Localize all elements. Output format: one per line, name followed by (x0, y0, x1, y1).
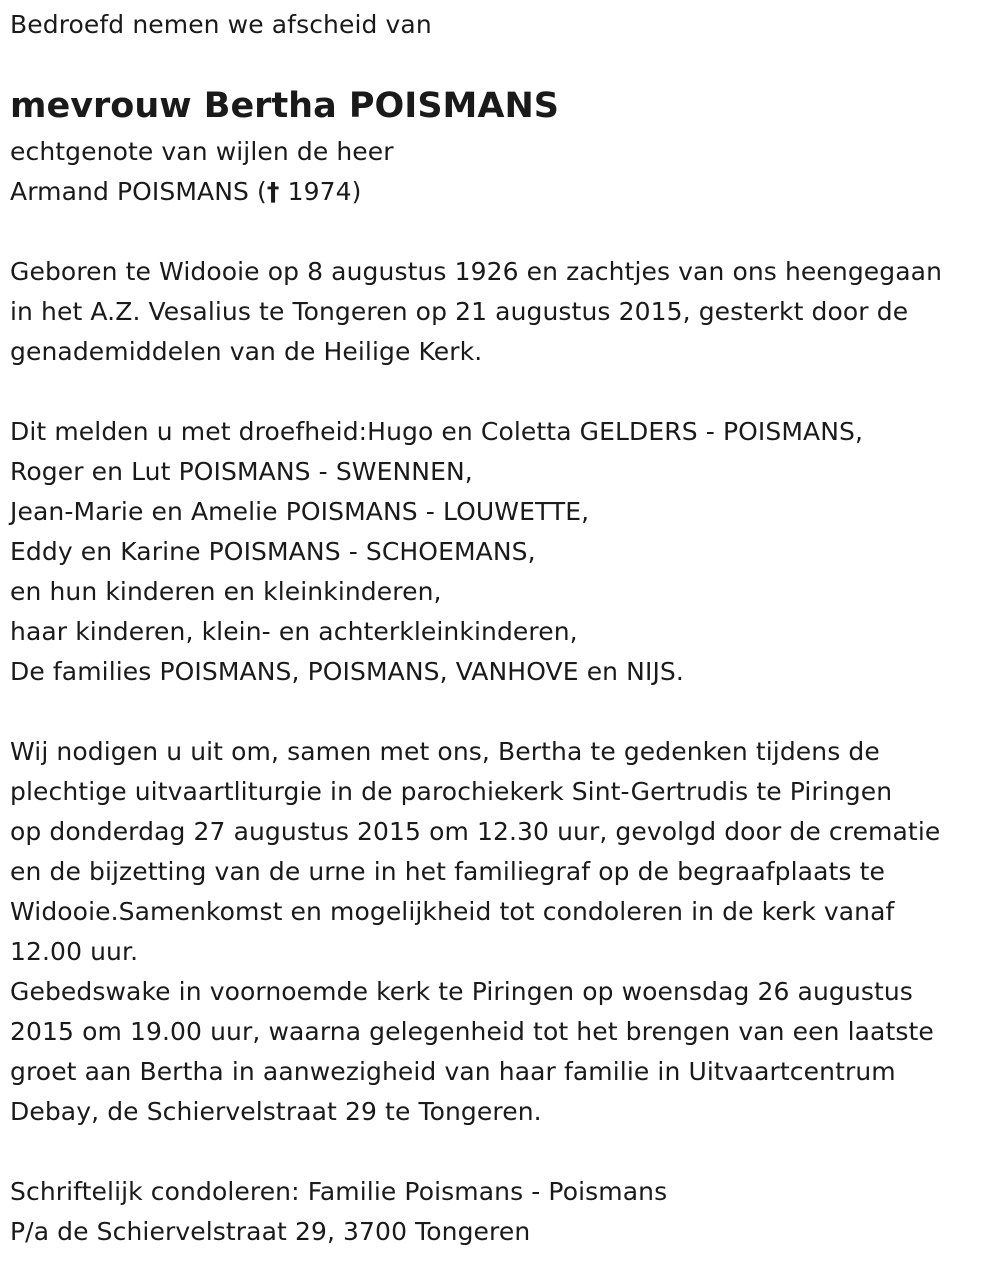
paragraph-line: genademiddelen van de Heilige Kerk. (10, 337, 483, 366)
spacer (10, 372, 992, 412)
family-line: haar kinderen, klein- en achterkleinkinderen, (10, 617, 578, 646)
intro-text: Bedroefd nemen we afscheid van (10, 10, 432, 39)
family-line: Roger en Lut POISMANS - SWENNEN, (10, 457, 473, 486)
spacer (10, 212, 992, 252)
paragraph-line: Wij nodigen u uit om, samen met ons, Bertha te gedenken tijdens de (10, 737, 880, 766)
paragraph-line: en de bijzetting van de urne in het familiegraf op de begraafplaats te (10, 857, 885, 886)
obituary-notice (10, 4, 992, 1252)
deceased-name: mevrouw Bertha POISMANS (10, 86, 559, 126)
cross-icon: † (266, 177, 280, 206)
family-list (10, 412, 992, 692)
family-line: Dit melden u met droefheid:Hugo en Coletta GELDERS - POISMANS, (10, 417, 864, 446)
condolence-address-line: P/a de Schiervelstraat 29, 3700 Tongeren (10, 1217, 531, 1246)
paragraph-line: Widooie.Samenkomst en mogelijkheid tot condoleren in de kerk vanaf (10, 897, 895, 926)
spouse-name: Armand POISMANS ( (10, 177, 267, 206)
family-line: en hun kinderen en kleinkinderen, (10, 577, 442, 606)
spouse-line-2 (10, 172, 992, 212)
paragraph-line: plechtige uitvaartliturgie in de parochiekerk Sint-Gertrudis te Piringen (10, 777, 893, 806)
spouse-line-1: echtgenote van wijlen de heer (10, 137, 394, 166)
paragraph-line: 2015 om 19.00 uur, waarna gelegenheid tot het brengen van een laatste (10, 1017, 934, 1046)
family-line: Jean-Marie en Amelie POISMANS - LOUWETTE, (10, 497, 590, 526)
paragraph-line: op donderdag 27 augustus 2015 om 12.30 uur, gevolgd door de crematie (10, 817, 941, 846)
spacer (10, 692, 992, 732)
paragraph-line: in het A.Z. Vesalius te Tongeren op 21 augustus 2015, gesterkt door de (10, 297, 909, 326)
condolence-address (10, 1172, 992, 1252)
family-line: De families POISMANS, POISMANS, VANHOVE en NIJS. (10, 657, 684, 686)
paragraph-line: groet aan Bertha in aanwezigheid van haar familie in Uitvaartcentrum (10, 1057, 896, 1086)
paragraph-line: 12.00 uur. (10, 937, 139, 966)
spacer (10, 1132, 992, 1172)
spouse-death-year: 1974) (279, 177, 362, 206)
family-line: Eddy en Karine POISMANS - SCHOEMANS, (10, 537, 536, 566)
paragraph-line: Geboren te Widooie op 8 augustus 1926 en zachtjes van ons heengegaan (10, 257, 943, 286)
condolence-line: Schriftelijk condoleren: Familie Poismans - Poismans (10, 1177, 668, 1206)
paragraph-line: Debay, de Schiervelstraat 29 te Tongeren. (10, 1097, 542, 1126)
paragraph-line: Gebedswake in voornoemde kerk te Piringen op woensdag 26 augustus (10, 977, 913, 1006)
ceremony-paragraph (10, 732, 992, 1132)
birth-death-paragraph (10, 252, 992, 372)
